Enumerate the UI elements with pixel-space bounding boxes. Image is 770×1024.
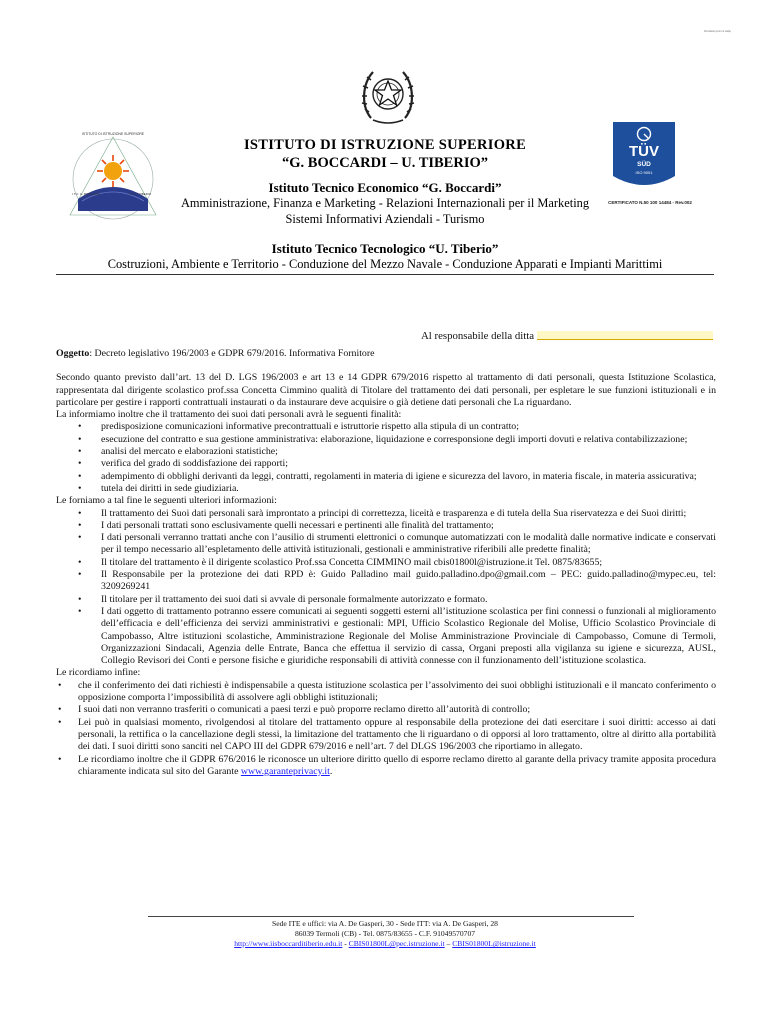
- corner-stamp: [704, 30, 744, 33]
- finalities-intro: La informiamo inoltre che il trattamento dei suoi dati personali avrà le seguenti finalità:: [56, 409, 402, 421]
- footer-address: Sede ITE e uffici: via A. De Gasperi, 30 - Sede ITT: via A. De Gasperi, 28: [272, 919, 498, 928]
- list-item: • I suoi dati non verranno trasferiti o comunicati a paesi terzi e può proporre reclamo diretto all’autorità di controllo;: [56, 704, 716, 716]
- list-item: • adempimento di obblighi derivanti da leggi, contratti, regolamenti in materia di igiene e sicurezza del lavoro, in materia fiscale, in materia assicurativa;: [56, 471, 716, 483]
- list-item: • che il conferimento dei dati richiesti è indispensabile a questa istituzione scolastica per l’assolvimento dei suoi obblighi istituzionali e il mancato conferimento o opposizione comporta l’impossibilità di assolvere agli obblighi istituzionali;: [56, 680, 716, 705]
- tuv-iso: ISO 9001: [635, 170, 653, 175]
- subject-text: : Decreto legislativo 196/2003 e GDPR 679/2016. Informativa Fornitore: [89, 348, 375, 359]
- subject-line: [56, 348, 716, 360]
- reminder-intro: Le ricordiamo infine:: [56, 667, 141, 679]
- school1-courses-line1: Amministrazione, Finanza e Marketing - Relazioni Internazionali per il Marketing: [180, 196, 590, 210]
- school-logo-right-text: I.T.I. U. TIBERIO: [128, 192, 152, 196]
- school2-courses: Costruzioni, Ambiente e Territorio - Conduzione del Mezzo Navale - Conduzione Apparati e Impianti Marittimi: [107, 257, 663, 271]
- school-logo-top-text: ISTITUTO DI ISTRUZIONE SUPERIORE: [81, 132, 145, 136]
- email-link[interactable]: CBIS01800L@istruzione.it: [452, 939, 536, 948]
- tuv-certificate: CERTIFICATO N.50 100 14484 - Rev.002: [608, 200, 692, 205]
- school2-name: Istituto Tecnico Tecnologico “U. Tiberio”: [271, 241, 499, 256]
- addressee-label: Al responsabile della ditta: [421, 330, 535, 342]
- website-link[interactable]: http://www.iisboccarditiberio.edu.it: [234, 939, 343, 948]
- list-item: • tutela dei diritti in sede giudiziaria.: [56, 483, 716, 495]
- footer-links: [0, 939, 770, 949]
- list-item: • Il titolare del trattamento è il dirigente scolastico Prof.ssa Concetta CIMMINO mail cbis01800l@istruzione.it Tel. 0875/83655;: [56, 557, 716, 569]
- institute-title: ISTITUTO DI ISTRUZIONE SUPERIORE: [243, 137, 527, 153]
- institute-subtitle: “G. BOCCARDI – U. TIBERIO”: [282, 155, 488, 171]
- footer-divider: [148, 916, 634, 917]
- company-name-field[interactable]: [537, 331, 713, 340]
- document-body: [56, 348, 716, 778]
- addressee-line: [421, 330, 713, 342]
- last-reminder-end: .: [329, 765, 333, 777]
- list-item: • verifica del grado di soddisfazione dei rapporti;: [56, 458, 716, 470]
- tuv-brand: TÜV: [629, 143, 659, 160]
- list-item: • analisi del mercato e elaborazioni statistiche;: [56, 446, 716, 458]
- list-item: • I dati oggetto di trattamento potranno essere comunicati ai seguenti soggetti esterni all’istituzione scolastica per fini connessi o funzionali al miglioramento dell’efficacia e dell’efficienza dei servizi amministrativi e gestionali: MPI, Ufficio Scolastico Regionale del Molise, Ufficio Scolastico Provinciale di Campobasso, Altre istituzioni scolastiche, Amministrazione Regionale del Molise Amministrazione Provinciale di Campobasso, Comune di Termoli, Organizzazioni Sindacali, Agenzia delle Entrate, Banca che effettua il servizio di cassa, Organi preposti alla vigilanza su igiene e sicurezza, AUSL, Collegio Revisori dei Conti e persone fisiche e giuridiche responsabili di attività connesse con il funzionamento dell’istituzione scolastica.: [56, 606, 716, 667]
- finalities-list: [56, 421, 716, 495]
- header-divider: [56, 274, 714, 275]
- tuv-sub: SÜD: [637, 161, 651, 168]
- reminders-list: [56, 680, 716, 778]
- list-item: • predisposizione comunicazioni informative precontrattuali e istruttorie rispetto alla stipula di un contratto;: [56, 421, 716, 433]
- school-logo-left-text: I.T.C. G. BOCCARDI: [72, 192, 100, 196]
- info-intro: Le forniamo a tal fine le seguenti ulteriori informazioni:: [56, 495, 277, 507]
- school1-courses: [160, 196, 610, 227]
- garante-link[interactable]: www.garanteprivacy.it: [240, 765, 330, 777]
- footer-sep: –: [444, 939, 453, 948]
- list-item: • Il Responsabile per la protezione dei dati RPD è: Guido Palladino mail guido.palladino.dpo@gmail.com – PEC: guido.palladino@mypec.eu, tel: 3209269241: [56, 569, 716, 594]
- list-item: • esecuzione del contratto e sua gestione amministrativa: elaborazione, liquidazione e corresponsione degli importi dovuti e relativa contabilizzazione;: [56, 434, 716, 446]
- corner-stamp-text: Document protocol stamp: [704, 30, 731, 33]
- last-reminder-text: Le ricordiamo inoltre che il GDPR 676/2016 le riconosce un ulteriore diritto quello di esporre reclamo diretto al garante della privacy tramite apposita procedura chiaramente indicata sul sito del Garante: [78, 753, 716, 777]
- footer-sep: -: [342, 939, 349, 948]
- list-item: • Il titolare per il trattamento dei suoi dati si avvale di personale formalmente autorizzato e formato.: [56, 594, 716, 606]
- pec-email-link[interactable]: CBIS01800L@pec.istruzione.it: [348, 939, 445, 948]
- school1-courses-line2: Sistemi Informativi Aziendali - Turismo: [285, 211, 485, 226]
- list-item: [56, 754, 716, 779]
- footer-contacts: 86039 Termoli (CB) - Tel. 0875/83655 - C.F. 91049570707: [294, 929, 476, 938]
- intro-paragraph: Secondo quanto previsto dall’art. 13 del D. LGS 196/2003 e art 13 e 14 GDPR 679/2016 rispetto al trattamento di dati personali, questa Istituzione Scolastica, rappresentata dal dirigente scolastico prof.ssa Concetta Cimmino qualità di Titolare del trattamento dei dati personali, per espletare le sue funzioni istituzionali e in particolare per gestire i rapporti contrattuali instaurati o da instaurare deve acquisire o già detiene dati personali che La riguardano.: [56, 372, 716, 408]
- info-list: [56, 508, 716, 668]
- list-item: • Lei può in qualsiasi momento, rivolgendosi al titolare del trattamento oppure al responsabile della protezione dei dati esercitare i suoi diritti: accesso ai dati personali, la rettifica o la cancellazione degli stessi, la limitazione del trattamento che li riguardano o di opporsi al loro trattamento, oltre al diritto alla portabilità dei dati. I suoi diritti sono sanciti nel CAPO III del GDPR 679/2016 e nell’art. 7 del DLGS 196/2003 che riportiamo in allegato.: [56, 717, 716, 754]
- school1-name: Istituto Tecnico Economico “G. Boccardi”: [268, 180, 502, 195]
- subject-label: Oggetto: [56, 348, 90, 359]
- list-item: • I dati personali trattati sono esclusivamente quelli necessari e pertinenti alle finalità del trattamento;: [56, 520, 716, 532]
- list-item: • I dati personali verranno trattati anche con l’ausilio di strumenti elettronici o comunque automatizzati con le modalità dalle normative indicate e conservati per il tempo necessario all’espletamento delle attività istituzionali, gestionali e amministrative riferibili alle predette finalità;: [56, 532, 716, 557]
- list-item: • Il trattamento dei Suoi dati personali sarà improntato a principi di correttezza, liceità e trasparenza e di tutela della Sua riservatezza e dei Suoi diritti;: [56, 508, 716, 520]
- italian-republic-emblem: [359, 60, 417, 126]
